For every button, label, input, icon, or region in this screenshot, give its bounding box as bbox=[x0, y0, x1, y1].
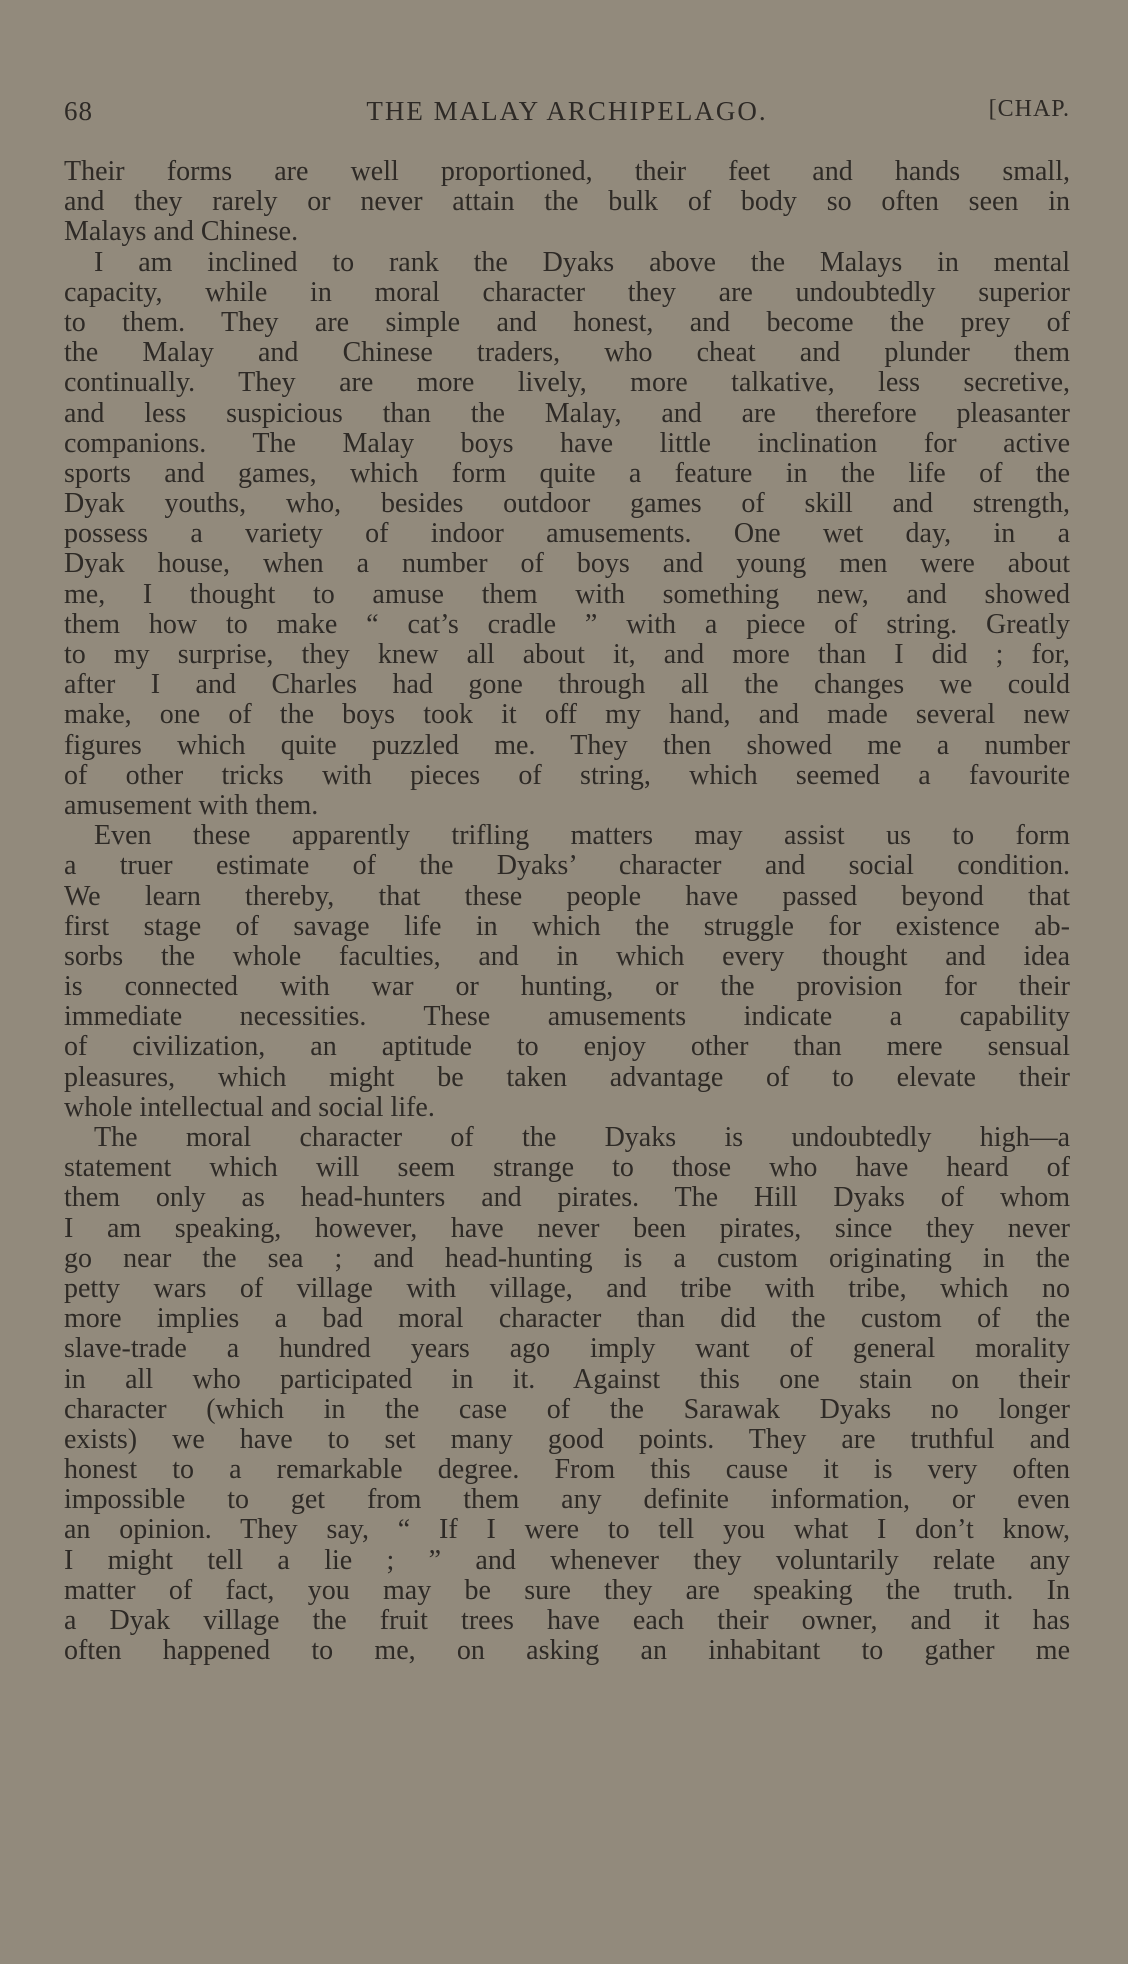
text-line: amusement with them. bbox=[64, 790, 319, 821]
text-line: of civilization, an aptitude to enjoy other than mere sensual bbox=[64, 1032, 1070, 1063]
text-line: Dyak youths, who, besides outdoor games of skill and strength, bbox=[64, 489, 1070, 520]
text-line: an opinion. They say, “ If I were to tell you what I don’t know, bbox=[64, 1515, 1070, 1546]
text-line: companions. The Malay boys have little inclination for active bbox=[64, 428, 1070, 459]
text-line: and they rarely or never attain the bulk of body so often seen in bbox=[64, 187, 1070, 218]
paragraph bbox=[64, 157, 1070, 248]
text-line: figures which quite puzzled me. They then showed me a number bbox=[64, 730, 1070, 761]
text-line: continually. They are more lively, more talkative, less secretive, bbox=[64, 368, 1070, 399]
text-line: We learn thereby, that these people have passed beyond that bbox=[64, 881, 1070, 912]
text-line: and less suspicious than the Malay, and are therefore pleasanter bbox=[64, 398, 1070, 429]
text-line: them how to make “ cat’s cradle ” with a piece of string. Greatly bbox=[64, 609, 1070, 640]
text-line: capacity, while in moral character they are undoubtedly superior bbox=[64, 277, 1070, 308]
text-line: go near the sea ; and head-hunting is a custom originating in the bbox=[64, 1243, 1070, 1274]
text-line: sorbs the whole faculties, and in which every thought and idea bbox=[64, 941, 1070, 972]
text-line: more implies a bad moral character than did the custom of the bbox=[64, 1304, 1070, 1335]
chapter-mark: [CHAP. bbox=[988, 96, 1070, 122]
text-line: I might tell a lie ; ” and whenever they voluntarily relate any bbox=[64, 1545, 1070, 1576]
text-line: me, I thought to amuse them with something new, and showed bbox=[64, 579, 1070, 610]
text-line: to them. They are simple and honest, and become the prey of bbox=[64, 307, 1070, 338]
running-title: THE MALAY ARCHIPELAGO. bbox=[366, 96, 768, 126]
page-header bbox=[64, 96, 1070, 136]
paragraph bbox=[64, 821, 1070, 1123]
text-line: pleasures, which might be taken advantage of to elevate their bbox=[64, 1062, 1070, 1093]
text-line: exists) we have to set many good points. They are truthful and bbox=[64, 1424, 1070, 1455]
text-line: impossible to get from them any definite information, or even bbox=[64, 1485, 1070, 1516]
text-line: character (which in the case of the Sarawak Dyaks no longer bbox=[64, 1394, 1070, 1425]
text-line: petty wars of village with village, and tribe with tribe, which no bbox=[64, 1273, 1070, 1304]
text-line: to my surprise, they knew all about it, and more than I did ; for, bbox=[64, 640, 1070, 670]
text-line: of other tricks with pieces of string, which seemed a favourite bbox=[64, 760, 1070, 791]
text-line: is connected with war or hunting, or the provision for their bbox=[64, 972, 1070, 1003]
text-line: often happened to me, on asking an inhabitant to gather me bbox=[64, 1636, 1070, 1667]
text-line: in all who participated in it. Against this one stain on their bbox=[64, 1364, 1070, 1395]
text-line: the Malay and Chinese traders, who cheat and plunder them bbox=[64, 338, 1070, 369]
text-line: whole intellectual and social life. bbox=[64, 1092, 435, 1123]
text-line: sports and games, which form quite a feature in the life of the bbox=[64, 458, 1070, 489]
text-line: I am inclined to rank the Dyaks above the Malays in mental bbox=[94, 247, 1070, 278]
text-line: statement which will seem strange to those who have heard of bbox=[64, 1153, 1070, 1184]
page-number: 68 bbox=[64, 96, 93, 126]
text-line: first stage of savage life in which the struggle for existence ab- bbox=[64, 911, 1070, 942]
text-line: after I and Charles had gone through all the changes we could bbox=[64, 670, 1070, 701]
text-line: Their forms are well proportioned, their feet and hands small, bbox=[64, 157, 1070, 187]
text-line: The moral character of the Dyaks is undoubtedly high—a bbox=[94, 1123, 1070, 1153]
paragraph bbox=[64, 1123, 1070, 1666]
text-line: Malays and Chinese. bbox=[64, 217, 299, 248]
text-line: possess a variety of indoor amusements. One wet day, in a bbox=[64, 519, 1070, 550]
text-line: I am speaking, however, have never been pirates, since they never bbox=[64, 1213, 1070, 1244]
body-text bbox=[64, 157, 1070, 1666]
paragraph bbox=[64, 248, 1070, 822]
text-line: matter of fact, you may be sure they are speaking the truth. In bbox=[64, 1575, 1070, 1606]
text-line: honest to a remarkable degree. From this cause it is very often bbox=[64, 1455, 1070, 1486]
text-line: a truer estimate of the Dyaks’ character and social condition. bbox=[64, 851, 1070, 882]
text-line: slave-trade a hundred years ago imply want of general morality bbox=[64, 1334, 1070, 1365]
text-line: Even these apparently trifling matters may assist us to form bbox=[94, 821, 1070, 852]
text-line: make, one of the boys took it off my hand, and made several new bbox=[64, 700, 1070, 731]
text-line: Dyak house, when a number of boys and young men were about bbox=[64, 549, 1070, 580]
text-line: a Dyak village the fruit trees have each their owner, and it has bbox=[64, 1606, 1070, 1636]
text-line: them only as head-hunters and pirates. The Hill Dyaks of whom bbox=[64, 1183, 1070, 1214]
text-line: immediate necessities. These amusements indicate a capability bbox=[64, 1002, 1070, 1033]
